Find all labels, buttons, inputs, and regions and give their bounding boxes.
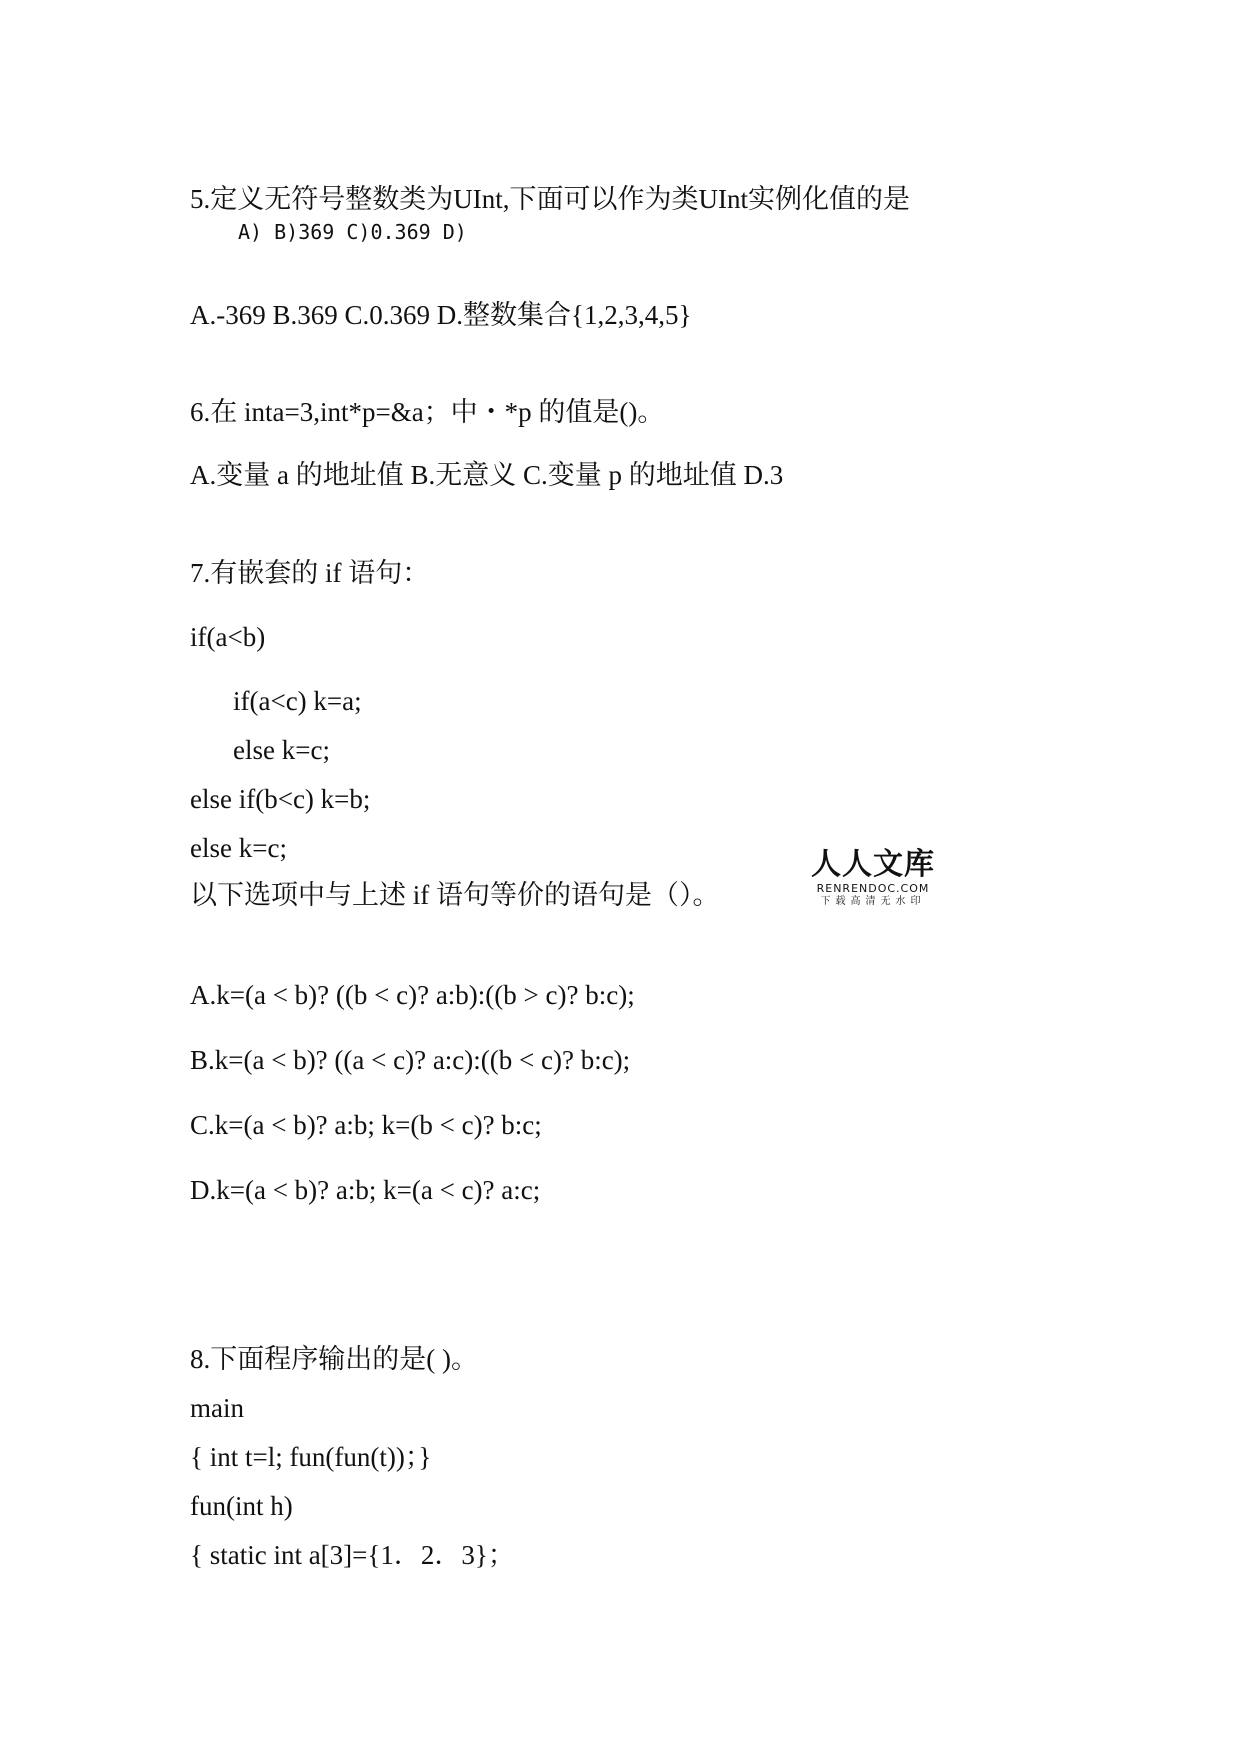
q7-option-b: B.k=(a < b)? ((a < c)? a:c):((b < c)? b:c); xyxy=(190,1045,631,1075)
q6-options: A.变量 a 的地址值 B.无意义 C.变量 p 的地址值 D.3 xyxy=(190,460,784,490)
q7-option-c: C.k=(a < b)? a:b; k=(b < c)? b:c; xyxy=(190,1110,542,1140)
q7-code-line: if(a<b) xyxy=(190,622,266,652)
q5-sub-options: A) B)369 C)0.369 D) xyxy=(238,220,467,244)
q5-options: A.-369 B.369 C.0.369 D.整数集合{1,2,3,4,5} xyxy=(190,300,692,330)
q7-option-a: A.k=(a < b)? ((b < c)? a:b):((b > c)? b:c); xyxy=(190,980,635,1010)
q7-option-d: D.k=(a < b)? a:b; k=(a < c)? a:c; xyxy=(190,1175,541,1205)
watermark-title: 人人文库 xyxy=(811,847,935,882)
q6-question: 6.在 inta=3,int*p=&a；中・*p 的值是()。 xyxy=(190,397,665,427)
q7-code-line: else if(b<c) k=b; xyxy=(190,784,371,814)
q8-code-line: { static int a[3]={1．2．3}； xyxy=(190,1540,515,1570)
q8-question: 8.下面程序输出的是( )。 xyxy=(190,1344,478,1374)
watermark-logo xyxy=(808,848,938,908)
q7-prompt: 以下选项中与上述 if 语句等价的语句是（）。 xyxy=(190,880,720,910)
q7-code-line: else k=c; xyxy=(190,833,287,863)
q7-question: 7.有嵌套的 if 语句： xyxy=(190,558,430,588)
q5-question: 5.定义无符号整数类为UInt,下面可以作为类UInt实例化值的是 xyxy=(190,184,910,214)
q8-code-line: main xyxy=(190,1393,244,1423)
watermark-slogan: 下载高清无水印 xyxy=(820,896,926,907)
q8-code-line: { int t=l; fun(fun(t))；} xyxy=(190,1442,432,1472)
q7-code-line: if(a<c) k=a; xyxy=(233,686,362,716)
q8-code-line: fun(int h) xyxy=(190,1491,293,1521)
q7-code-line: else k=c; xyxy=(233,735,330,765)
watermark-domain: RENRENDOC.COM xyxy=(816,882,930,895)
